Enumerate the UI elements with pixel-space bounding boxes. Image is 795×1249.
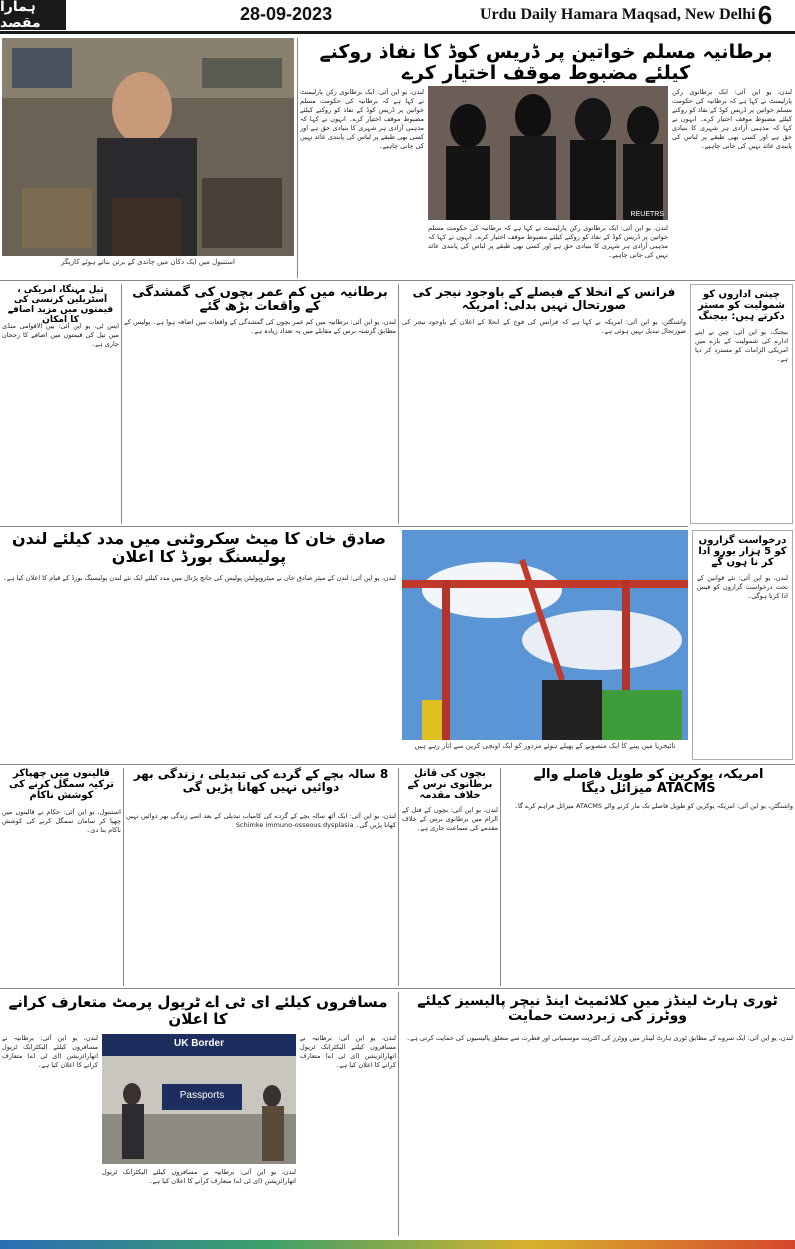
newspaper-logo: ہمارا مقصد xyxy=(0,0,66,30)
headline-uk-missing-children: برطانیہ میں کم عمر بچوں کی گمشدگی کے واقعات بڑھ گئے xyxy=(132,285,388,315)
divider xyxy=(500,768,501,986)
headline-oil-prices: تیل مہنگا، امریکی ، آسٹریلین کرنسی کی قیمتوں میں مزید اضافے کا امکان xyxy=(7,285,114,325)
body-uk-missing-children: لندن، یو این آئی: برطانیہ میں کم عمر بچوں کی گمشدگی کے واقعات میں اضافہ ہوا ہے۔ پولیس کے مطابق گزشتہ برس کے مقابلے میں یہ تعداد زیادہ ہے۔ xyxy=(124,318,396,335)
muslim-women-photo xyxy=(428,86,668,220)
headline-uk-muslim-women: برطانیہ مسلم خواتین پر ڈریس کوڈ کا نفاذ روکنے کیلئے مضبوط موقف اختیار کرے xyxy=(319,41,773,84)
headline-kidney-boy: 8 سالہ بچے کے گردے کی تبدیلی ، زندگی بھر دوائیں نہیں کھانا پڑیں گی xyxy=(133,767,389,795)
uk-border-sign: UK Border xyxy=(173,1038,224,1049)
body-tory-climate: لندن، یو این آئی: ایک سروے کے مطابق ٹوری ہارٹ لینڈز میں ووٹرز کی اکثریت موسمیاتی اور فطرت سے متعلق پالیسیوں کی حمایت کرتی ہے۔ xyxy=(406,1034,793,1042)
issue-date: 28-09-2023 xyxy=(240,4,333,24)
divider xyxy=(121,284,122,524)
photo-credit: REUETRS xyxy=(630,211,664,218)
divider xyxy=(123,768,124,986)
passports-sign: Passports xyxy=(179,1090,225,1101)
headline-sadiq-khan: صادق خان کا میٹ سکروٹنی میں مدد کیلئے لندن پولیسنگ بورڈ کا اعلان xyxy=(12,529,386,566)
body-eta-permit-left: لندن، یو این آئی: برطانیہ نے مسافروں کیلئے الیکٹرانک ٹریول اتھارائزیشن (ای ٹی اے) متعارف کرانے کا اعلان کیا ہے۔ xyxy=(2,1034,98,1069)
body-uk-muslim-women-right: لندن، یو این آئی: ایک برطانوی رکن پارلیمنٹ نے کہا ہے کہ برطانیہ کی حکومت مسلم خواتین پر ڈریس کوڈ کے نفاذ کو روکنے کیلئے مضبوط موقف اختیار کرے۔ انہوں نے کہا کہ مذہبی آزادی ہر شہری کا بنیادی حق ہے اور کسی بھی طبقے پر لباس کی پابندی عائد نہیں کی جانی چاہیے۔ xyxy=(672,88,792,150)
body-oil-prices: ایس ٹی، یو این آئی: بین الاقوامی منڈی میں تیل کی قیمتوں میں اضافے کا رجحان جاری ہے۔ xyxy=(2,322,119,348)
crane-caption: نائیجریا میں پینے کا ایک منصوبے کے پھیلے ہوئے مزدور کو ایک اونچی کرین سے اتار رہے ہیں xyxy=(414,742,676,750)
divider xyxy=(0,988,795,989)
page-number: 6 xyxy=(757,0,773,30)
divider xyxy=(398,768,399,986)
sidebar-asylum xyxy=(692,530,793,760)
headline-eta-permit: مسافروں کیلئے ای ٹی اے ٹریول پرمٹ متعارف کرانے کا اعلان xyxy=(8,993,388,1028)
body-kidney-boy: لندن، یو این آئی: ایک آٹھ سالہ بچے کے گردے کی کامیاب تبدیلی کے بعد اسے زندگی بھر دوائیں نہیں کھانا پڑیں گی۔ Schimke immuno-osseous dysplasia xyxy=(126,812,396,829)
craftsman-caption: استنبول میں ایک دکان میں چاندی کے برتن بناتے ہوئے کاریگر xyxy=(61,258,235,266)
headline-nurse-trial: بچوں کی قاتل برطانوی نرس کے خلاف مقدمہ xyxy=(407,768,493,801)
divider xyxy=(398,992,399,1236)
divider xyxy=(0,764,795,765)
divider xyxy=(0,526,688,527)
footer-color-bar xyxy=(0,1240,795,1249)
divider xyxy=(0,280,795,281)
headline-tory-climate: ٹوری ہارٹ لینڈز میں کلائمیٹ اینڈ نیچر پالیسیز کیلئے ووٹرز کی زبردست حمایت xyxy=(417,993,778,1025)
body-eta-permit-right: لندن، یو این آئی: برطانیہ نے مسافروں کیلئے الیکٹرانک ٹریول اتھارائزیشن (ای ٹی اے) متعارف کرانے کا اعلان کیا ہے۔ xyxy=(300,1034,396,1069)
headline-carpet-smuggling: قالینوں میں چھپاکر ترکیہ سمگل کرنے کی کوشش ناکام xyxy=(8,768,115,801)
body-nurse-trial: لندن، یو این آئی: بچوں کے قتل کے الزام میں برطانوی نرس کے خلاف مقدمے کی سماعت جاری ہے۔ xyxy=(402,806,498,832)
body-uk-muslim-women-left: لندن، یو این آئی: ایک برطانوی رکن پارلیمنٹ نے کہا ہے کہ برطانیہ کی حکومت مسلم خواتین پر ڈریس کوڈ کے نفاذ کو روکنے کیلئے مضبوط موقف اختیار کرے۔ انہوں نے کہا کہ مذہبی آزادی ہر شہری کا بنیادی حق ہے اور کسی بھی طبقے پر لباس کی پابندی عائد نہیں کی جانی چاہیے۔ xyxy=(300,88,424,150)
body-france-niger: واشنگٹن، یو این آئی: امریکہ نے کہا ہے کہ فرانس کی فوج کے انخلا کے اعلان کے باوجود نیجر کی صورتحال تبدیل نہیں ہوئی ہے۔ xyxy=(402,318,686,335)
body-asylum: لندن، یو این آئی: نئے قوانین کے تحت درخواست گزاروں کو فیس ادا کرنا ہوگی۔ xyxy=(697,574,788,600)
paper-name: Urdu Daily Hamara Maqsad, New Delhi xyxy=(480,6,756,23)
craftsman-photo xyxy=(2,38,294,256)
body-carpet-smuggling: استنبول، یو این آئی: حکام نے قالینوں میں چھپا کر سامان سمگل کرنے کی کوشش ناکام بنا دی۔ xyxy=(2,808,121,834)
headline-ukraine-atacms: امریکہ، یوکرین کو طویل فاصلے والے ATACMS میزائل دیگا xyxy=(533,767,764,797)
uk-border-photo xyxy=(102,1034,296,1164)
sidebar-china xyxy=(690,284,793,524)
body-uk-muslim-women-bottom: لندن، یو این آئی: ایک برطانوی رکن پارلیمنٹ نے کہا ہے کہ برطانیہ کی حکومت مسلم خواتین پر ڈریس کوڈ کے نفاذ کو روکنے کیلئے مضبوط موقف اختیار کرے۔ انہوں نے کہا کہ مذہبی آزادی ہر شہری کا بنیادی حق ہے اور کسی بھی طبقے پر لباس کی پابندی عائد نہیں کی جانی چاہیے۔ xyxy=(428,224,668,259)
body-sadiq-khan: لندن، یو این آئی: لندن کے میئر صادق خان نے میٹروپولیٹن پولیس کی جانچ پڑتال میں مدد کیلئے ایک نئے لندن پولیسنگ بورڈ کے قیام کا اعلان کیا ہے۔ xyxy=(3,574,396,582)
crane-photo xyxy=(402,530,688,740)
headline-asylum: درخواست گزاروں کو 5 ہزار یورو ادا کر نا ہوں گے xyxy=(698,535,787,568)
masthead xyxy=(0,0,795,34)
divider xyxy=(398,284,399,524)
body-ukraine-atacms: واشنگٹن، یو این آئی: امریکہ یوکرین کو طویل فاصلے تک مار کرنے والے ATACMS میزائل فراہم کرے گا۔ xyxy=(514,802,793,810)
body-china: بیجنگ، یو این آئی: چین نے اپنے ادارے کی شمولیت کے بارے میں امریکی الزامات کو مسترد کر دیا ہے۔ xyxy=(695,328,788,363)
divider xyxy=(297,38,298,278)
headline-china: چینی اداروں کو شمولیت کو مستر دکرتے ہیں: بیجنگ xyxy=(698,289,785,322)
body-eta-permit-bottom: لندن، یو این آئی: برطانیہ نے مسافروں کیلئے الیکٹرانک ٹریول اتھارائزیشن (ای ٹی اے) متعارف کرانے کا اعلان کیا ہے۔ xyxy=(102,1168,296,1185)
headline-france-niger: فرانس کے انخلا کے فیصلے کے باوجود نیجر کی صورتحال نہیں بدلی: امریکہ xyxy=(412,285,676,313)
